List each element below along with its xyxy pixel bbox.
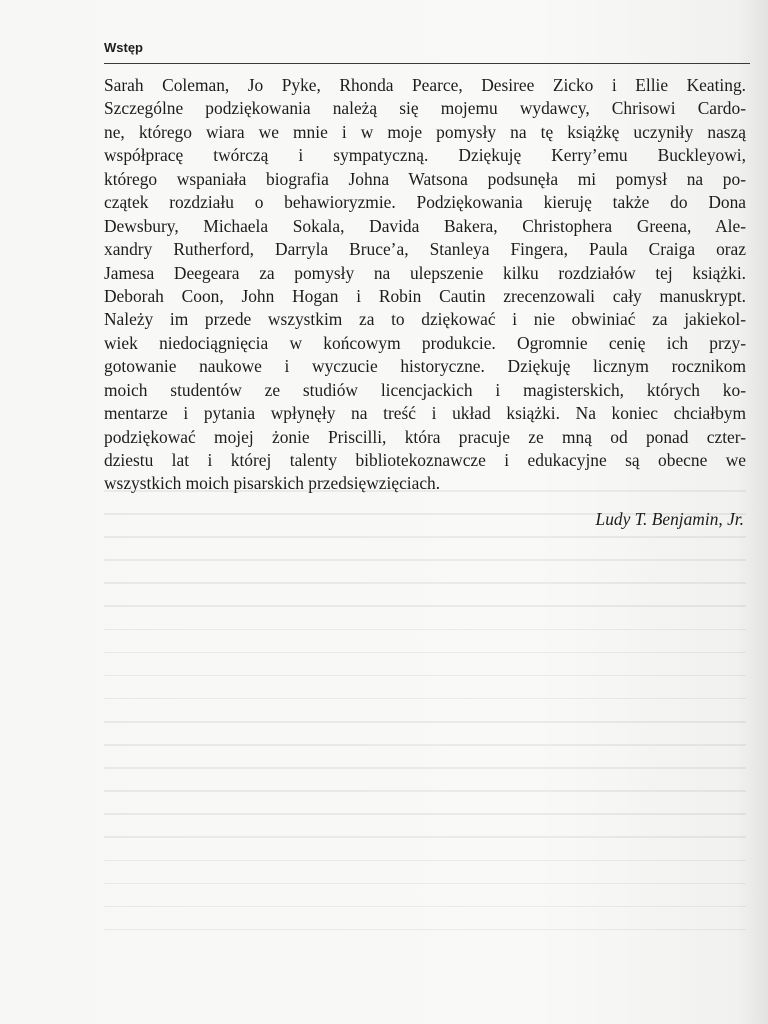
text-line: którego wspaniała biografia Johna Watsona podsunęła mi pomysł na po- (104, 168, 746, 189)
text-line: dziestu lat i której talenty bibliotekoznawcze i edukacyjne są obecne we (104, 450, 746, 470)
body-paragraph (104, 74, 746, 496)
text-line: Szczególne podziękowania należą się mojemu wydawcy, Chrisowi Cardo- (104, 98, 746, 119)
text-line: czątek rozdziału o behawioryzmie. Podziękowania kieruję także do Dona (104, 192, 746, 213)
running-header: Wstęp (104, 40, 143, 55)
text-line: gotowanie naukowe i wyczucie historyczne. Dziękuję licznym rocznikom (104, 356, 746, 377)
text-line: ne, którego wiara we mnie i w moje pomysły na tę książkę uczyniły naszą (104, 121, 746, 142)
text-line: xandry Rutherford, Darryla Bruce’a, Stanleya Fingera, Paula Craiga oraz (104, 239, 746, 260)
text-line: Należy im przede wszystkim za to dziękować i nie obwiniać za jakiekol- (104, 309, 746, 330)
text-line: Jamesa Deegeara za pomysły na ulepszenie kilku rozdziałów tej książki. (104, 262, 746, 283)
text-line: moich studentów ze studiów licencjackich i magisterskich, których ko- (104, 379, 746, 400)
text-line: Dewsbury, Michaela Sokala, Davida Bakera, Christophera Greena, Ale- (104, 215, 746, 236)
text-line: mentarze i pytania wpłynęły na treść i układ książki. Na koniec chciałbym (104, 403, 746, 424)
text-line: wiek niedociągnięcia w końcowym produkcie. Ogromnie cenię ich przy- (104, 332, 746, 353)
text-line: Deborah Coon, John Hogan i Robin Cautin zrecenzowali cały manuskrypt. (104, 285, 746, 306)
text-line: Sarah Coleman, Jo Pyke, Rhonda Pearce, Desiree Zicko i Ellie Keating. (104, 75, 746, 95)
text-line: współpracę twórczą i sympatyczną. Dziękuję Kerry’emu Buckleyowi, (104, 145, 746, 166)
bleed-through-texture (104, 490, 746, 960)
author-signature: Ludy T. Benjamin, Jr. (595, 509, 744, 529)
text-line: podziękować mojej żonie Priscilli, która pracuje ze mną od ponad czter- (104, 426, 746, 447)
text-line: wszystkich moich pisarskich przedsięwzięciach. (104, 473, 441, 494)
header-rule (104, 63, 750, 64)
